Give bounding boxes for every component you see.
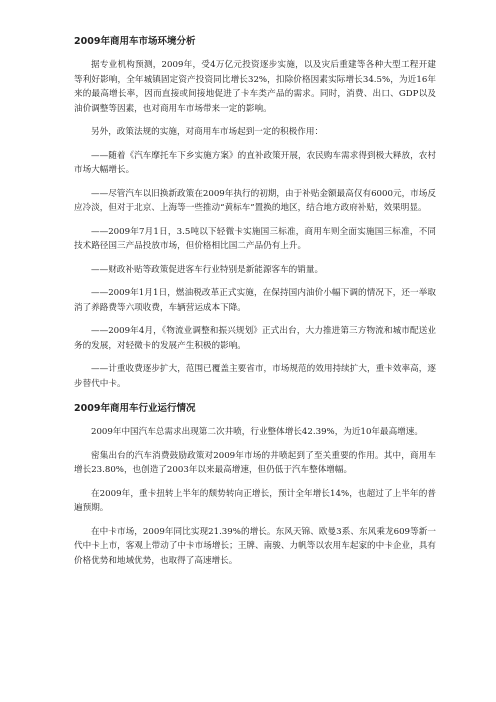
paragraph: 2009年中国汽车总需求出现第二次井喷，行业整体增长42.39%，为近10年最高增速。 — [91, 427, 423, 437]
paragraph: ——随着《汽车摩托车下乡实施方案》的直补政策开展，农民购车需求得到极大释放，农村市场大幅增长。 — [74, 150, 436, 175]
paragraph: 在中卡市场，2009年同比实现21.39%的增长。东风天锦、欧曼3系、东风乘龙609等新一代中卡上市，客观上带动了中卡市场增长；王牌、南骏、力帆等以农用车起家的中卡企业，具有价格优势和地域优势，也取得了高速增长。 — [74, 526, 436, 566]
section-industry-operation — [74, 403, 436, 568]
paragraph: 密集出台的汽车消费鼓励政策对2009年市场的井喷起到了至关重要的作用。其中，商用车增长23.80%，也创造了2003年以来最高增速，但仍低于汽车整体增幅。 — [74, 450, 436, 475]
paragraph: ——2009年4月，《物流业调整和振兴规划》正式出台，大力推进第三方物流和城市配送业务的发展，对轻微卡的发展产生积极的影响。 — [74, 326, 436, 351]
paragraph: 据专业机构预测，2009年，受4万亿元投资逐步实施，以及灾后重建等各种大型工程开建等利好影响，全年城镇固定资产投资同比增长32%，扣除价格因素实际增长34.5%，为近16年来的最高增长率，因而直接或间接地促进了卡车类产品的需求。同时，消费、出口、GDP以及油价调整等因素，也对商用车市场带来一定的影响。 — [74, 60, 436, 114]
paragraph: 在2009年，重卡扭转上半年的颓势转向正增长，预计全年增长14%，也超过了上半年的普遍预期。 — [74, 488, 436, 513]
paragraph: ——计重收费逐步扩大，范围已覆盖主要省市，市场规范的效用持续扩大，重卡效率高，逐步替代中卡。 — [74, 364, 436, 389]
paragraph: ——财政补贴等政策促进客车行业特别是新能源客车的销量。 — [91, 264, 324, 275]
paragraph: 另外，政策法规的实施，对商用车市场起到一定的积极作用： — [91, 127, 324, 137]
section-heading: 2009年商用车市场环境分析 — [74, 36, 196, 47]
paragraph: ——2009年1月1日，燃油税改革正式实施，在保持国内油价小幅下调的情况下，还一举取消了养路费等六项收费，车辆营运成本下降。 — [74, 288, 436, 313]
paragraph: ——2009年7月1日，3.5吨以下轻微卡实施国三标准，商用车则全面实施国三标准，不同技术路径国三产品投放市场，但价格相比国二产品仍有上升。 — [74, 226, 436, 251]
paragraph: ——尽管汽车以旧换新政策在2009年执行的初期，由于补贴金额最高仅有6000元，市场反应冷淡，但对于北京、上海等一些推动“黄标车”置换的地区，结合地方政府补贴，效果明显。 — [74, 188, 436, 213]
section-market-environment — [74, 36, 436, 391]
section-heading: 2009年商用车行业运行情况 — [74, 403, 196, 414]
